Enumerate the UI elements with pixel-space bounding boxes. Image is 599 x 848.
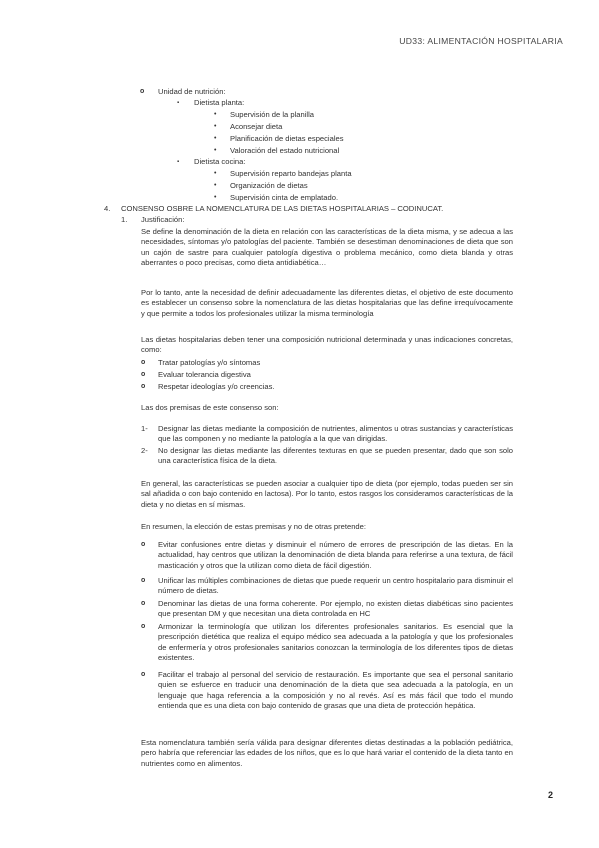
list-item: Respetar ideologías y/o creencias. <box>158 382 275 391</box>
premise-number: 2- <box>141 446 148 455</box>
bullet-marker: ▪ <box>177 100 180 106</box>
bullet-marker: • <box>214 182 217 189</box>
page-header: UD33: ALIMENTACIÓN HOSPITALARIA <box>399 36 563 46</box>
list-item: Dietista cocina: <box>194 157 246 166</box>
bullet-marker: o <box>141 671 146 678</box>
premise-text: No designar las dietas mediante las diferentes texturas en que se pueden presentar, dado que son solo una característica física de la dieta. <box>158 446 513 466</box>
aim-item: Evitar confusiones entre dietas y disminuir el número de errores de prescripción de las dietas. En la actualidad, hay centros que utilizan la denominación de dieta blanda para referirse a una textura, de fácil masticación y otros que la utilizan como dieta de fácil digestión. <box>158 540 513 570</box>
bullet-marker: o <box>141 541 146 548</box>
list-item: Unidad de nutrición: <box>158 87 226 96</box>
aim-item: Unificar las múltiples combinaciones de dietas que puede requerir un centro hospitalario para disminuir el número de dietas. <box>158 576 513 596</box>
paragraph: Esta nomenclatura también sería válida para designar diferentes dietas destinadas a la población pediátrica, pero habría que referenciar las edades de los niños, que es lo que hará variar el contenido de la dieta tanto en nutrientes como en alimentos. <box>141 738 513 768</box>
bullet-marker: • <box>214 170 217 177</box>
bullet-marker: • <box>214 147 217 154</box>
bullet-marker: o <box>141 623 146 630</box>
bullet-marker: o <box>141 383 146 390</box>
list-item: Supervisión de la planilla <box>230 110 315 119</box>
list-item: Supervisión cinta de emplatado. <box>230 193 339 202</box>
paragraph: Por lo tanto, ante la necesidad de definir adecuadamente las diferentes dietas, el objetivo de este documento es establecer un consenso sobre la nomenclatura de las dietas hospitalarias que las define irrequívocamente y que permite a todos los profesionales utilizar la misma terminología <box>141 288 513 318</box>
page-number: 2 <box>547 790 553 800</box>
subsection-number: 1. <box>121 215 128 224</box>
premise-number: 1- <box>141 424 148 433</box>
paragraph: Las dietas hospitalarias deben tener una composición nutricional determinada y unas indicaciones concretas, como: <box>141 335 513 355</box>
bullet-marker: • <box>214 194 217 201</box>
premise-text: Designar las dietas mediante la composición de nutrientes, alimentos u otras sustancias y características que las componen y no mediante la patología a la que van dirigidas. <box>158 424 513 444</box>
list-item: Organización de dietas <box>230 181 308 190</box>
paragraph: Se define la denominación de la dieta en relación con las características de la dieta misma, y se adecua a las necesidades, síntomas y/o patologías del paciente. También se desestiman denominaciones de dieta que son un cajón de sastre para cualquier patología digestiva o problema mecánico, como dieta blanda y otras aberrantes o poco precisas, como dieta antidiabética… <box>141 227 513 268</box>
list-item: Supervisión reparto bandejas planta <box>230 169 352 178</box>
list-item: Valoración del estado nutricional <box>230 146 340 155</box>
list-item: Evaluar tolerancia digestiva <box>158 370 251 379</box>
paragraph: En resumen, la elección de estas premisas y no de otras pretende: <box>141 522 366 531</box>
bullet-marker: • <box>214 111 217 118</box>
bullet-marker: o <box>140 88 145 95</box>
list-item: Planificación de dietas especiales <box>230 134 344 143</box>
list-item: Tratar patologías y/o síntomas <box>158 358 261 367</box>
aim-item: Armonizar la terminología que utilizan los diferentes profesionales sanitarios. Es esencial que la prescripción dietética que realiza el equipo médico sea adecuada a la patología y que los profesionales de enfermería y otros profesionales sanitarios conozcan la terminología de los diferentes tipos de dietas existentes. <box>158 622 513 663</box>
list-item: Aconsejar dieta <box>230 122 283 131</box>
bullet-marker: o <box>141 371 146 378</box>
paragraph: Las dos premisas de este consenso son: <box>141 403 279 412</box>
bullet-marker: o <box>141 600 146 607</box>
bullet-marker: ▪ <box>177 159 180 165</box>
subsection-title: Justificación: <box>141 215 185 224</box>
bullet-marker: • <box>214 135 217 142</box>
paragraph: En general, las características se pueden asociar a cualquier tipo de dieta (por ejemplo, todas pueden ser sin sal añadida o con bajo contenido en lactosa). Por lo tanto, estos rasgos los consideramos características de la dieta y no dietas en sí mismas. <box>141 479 513 509</box>
section-number: 4. <box>104 204 111 213</box>
bullet-marker: o <box>141 577 146 584</box>
bullet-marker: o <box>141 359 146 366</box>
list-item: Dietista planta: <box>194 98 245 107</box>
section-title: CONSENSO OSBRE LA NOMENCLATURA DE LAS DIETAS HOSPITALARIAS – CODINUCAT. <box>121 204 444 213</box>
aim-item: Facilitar el trabajo al personal del servicio de restauración. Es importante que sea el personal sanitario quien se esfuerce en traducir una denominación de la dieta que sea adecuada a la patología, en un lenguaje que haga referencia a la composición y no al revés. Así es más fácil que todo el mundo entienda que es una dieta con bajo contenido de grasas que una dieta de protección hepática. <box>158 670 513 711</box>
bullet-marker: • <box>214 123 217 130</box>
aim-item: Denominar las dietas de una forma coherente. Por ejemplo, no existen dietas diabéticas sino pacientes que presentan DM y que necesitan una dieta controlada en HC <box>158 599 513 619</box>
